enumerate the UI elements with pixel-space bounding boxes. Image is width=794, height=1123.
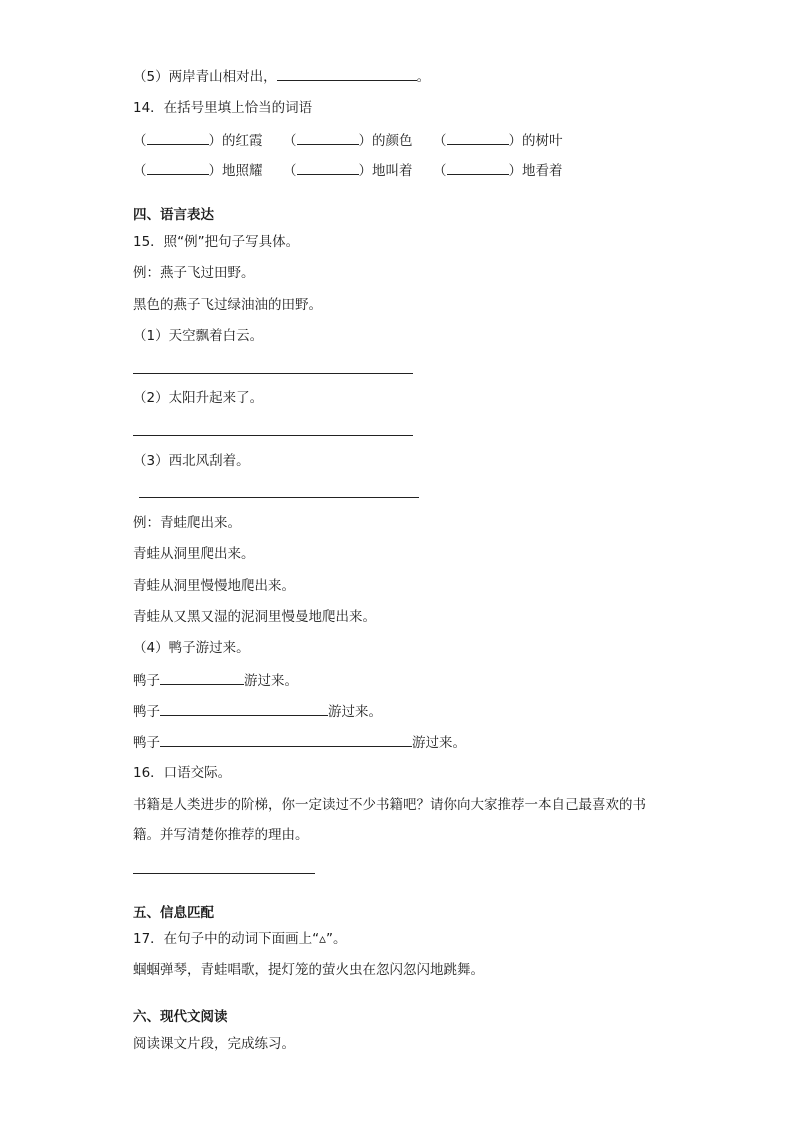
q14-row1-word1: 的红霞 — [222, 133, 263, 149]
q14-row2-cell2: （ ）地叫着 — [283, 160, 433, 180]
q14-row2-word1: 地照耀 — [222, 163, 263, 179]
q14-blank[interactable] — [447, 130, 509, 145]
q15-duck-blank3[interactable] — [160, 732, 412, 747]
q15-duck-line2: 鸭子 游过来。 — [133, 701, 382, 721]
q15-duck-blank2[interactable] — [160, 701, 328, 716]
q16-answer-line[interactable] — [133, 873, 315, 874]
q15-example1-expanded: 黑色的燕子飞过绿油油的田野。 — [133, 297, 322, 313]
q14-blank[interactable] — [297, 130, 359, 145]
q14-blank[interactable] — [147, 160, 209, 175]
q14-row1-word2: 的颜色 — [372, 133, 413, 149]
q13-item5-text: 两岸青山相对出， — [168, 69, 277, 85]
q14-row1-cell1: （ ）的红霞 — [133, 130, 283, 150]
q17-title: 17．在句子中的动词下面画上“▵”。 — [133, 931, 347, 947]
q15-example2-step1: 青蛙从洞里爬出来。 — [133, 546, 255, 562]
q15-item4: （4）鸭子游过来。 — [133, 640, 250, 656]
q15-duck-blank1[interactable] — [160, 670, 244, 685]
reading-intro: 阅读课文片段，完成练习。 — [133, 1036, 295, 1052]
q15-item1-answer-line[interactable] — [133, 373, 413, 374]
q14-row1-word3: 的树叶 — [522, 133, 563, 149]
q15-item2-answer-line[interactable] — [133, 435, 413, 436]
q14-row2-word2: 地叫着 — [372, 163, 413, 179]
q14-row1-cell2: （ ）的颜色 — [283, 130, 433, 150]
q14-row2 — [133, 160, 563, 180]
q14-row2-word3: 地看着 — [522, 163, 563, 179]
q13-item5-end: 。 — [416, 69, 431, 85]
q14-row2-cell3: （ ）地看着 — [433, 160, 563, 180]
q13-item5-label: （5） — [133, 69, 169, 85]
q13-item5 — [133, 66, 430, 86]
q15-duck-line3: 鸭子 游过来。 — [133, 732, 466, 752]
q14-title: 14．在括号里填上恰当的词语 — [133, 100, 313, 116]
q15-item2: （2）太阳升起来了。 — [133, 390, 264, 406]
section5-title: 五、信息匹配 — [133, 905, 214, 921]
q14-blank[interactable] — [297, 160, 359, 175]
q14-blank[interactable] — [147, 130, 209, 145]
q15-item1: （1）天空飘着白云。 — [133, 328, 264, 344]
q14-row1 — [133, 130, 563, 150]
q15-item3: （3）西北风刮着。 — [133, 453, 250, 469]
q14-blank[interactable] — [447, 160, 509, 175]
section4-title: 四、语言表达 — [133, 207, 214, 223]
q13-item5-blank[interactable] — [277, 66, 417, 81]
q16-title: 16．口语交际。 — [133, 765, 232, 781]
q15-example2-step3: 青蛙从又黑又湿的泥洞里慢曼地爬出来。 — [133, 609, 376, 625]
q17-sentence: 蝈蝈弹琴，青蛙唱歌，提灯笼的萤火虫在忽闪忽闪地跳舞。 — [133, 962, 484, 978]
section6-title: 六、现代文阅读 — [133, 1009, 228, 1025]
q15-item3-answer-line[interactable] — [139, 497, 419, 498]
q15-duck-line1: 鸭子 游过来。 — [133, 670, 298, 690]
q14-row2-cell1: （ ）地照耀 — [133, 160, 283, 180]
q16-text-line1: 书籍是人类进步的阶梯，你一定读过不少书籍吧？请你向大家推荐一本自己最喜欢的书 — [133, 797, 646, 813]
q15-example1: 例：燕子飞过田野。 — [133, 265, 255, 281]
q15-title: 15．照“例”把句子写具体。 — [133, 234, 300, 250]
q15-example2-step2: 青蛙从洞里慢慢地爬出来。 — [133, 578, 295, 594]
q15-example2: 例：青蛙爬出来。 — [133, 515, 241, 531]
q14-row1-cell3: （ ）的树叶 — [433, 130, 563, 150]
q16-text-line2: 籍。并写清楚你推荐的理由。 — [133, 827, 309, 843]
